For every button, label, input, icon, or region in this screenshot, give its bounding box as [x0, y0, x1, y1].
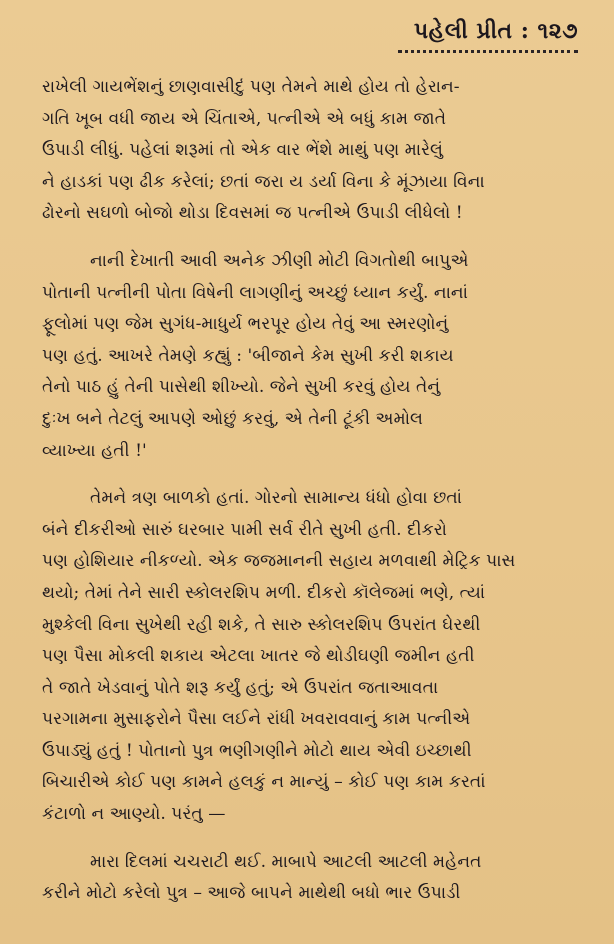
paragraph-gap: [42, 831, 582, 847]
text-line: થયો; તેમાં તેને સારી સ્કોલરશિપ મળી. દીકરો કૉલેજમાં ભણે, ત્યાં: [42, 582, 486, 603]
text-line: પણ હતું. આખરે તેમણે કહ્યું : 'બીજાને કેમ સુખી કરી શકાય: [42, 345, 454, 366]
body-text: [42, 72, 582, 910]
text-line: બંને દીકરીઓ સારું ઘરબાર પામી સર્વ રીતે સુખી હતી. દીકરો: [42, 519, 447, 540]
paragraph-2: [42, 246, 582, 467]
text-line: વ્યાખ્યા હતી !': [42, 440, 147, 461]
text-line: બિચારીએ કોઈ પણ કામને હલકું ન માન્યું – કોઈ પણ કામ કરતાં: [42, 772, 486, 793]
paragraph-gap: [42, 230, 582, 246]
paragraph-3: [42, 483, 582, 831]
text-line: પણ પૈસા મોકલી શકાય એટલા ખાતર જે થોડીઘણી જમીન હતી: [42, 646, 475, 667]
paragraph-4: [42, 847, 582, 910]
text-line: પણ હોશિયાર નીકળ્યો. એક જજમાનની સહાય મળવાથી મેટ્રિક પાસ: [42, 551, 516, 572]
text-line: કંટાળો ન આણ્યો. પરંતુ —: [42, 804, 226, 825]
text-line: કરીને મોટો કરેલો પુત્ર – આજે બાપને માથેથી બધો ભાર ઉપાડી: [42, 883, 461, 904]
text-line: મુશ્કેલી વિના સુખેથી રહી શકે, તે સારુ સ્કોલરશિપ ઉપરાંત ઘેરથી: [42, 614, 481, 635]
text-line: પરગામના મુસાફરોને પૈસા લઈને રાંધી ખવરાવવાનું કામ પત્નીએ: [42, 709, 471, 730]
text-line: ને હાડકાં પણ ઢીક કરેલાં; છતાં જરા ય ડર્યા વિના કે મૂંઝાયા વિના: [42, 171, 485, 192]
page-header: [398, 18, 578, 53]
text-line: તેનો પાઠ હું તેની પાસેથી શીખ્યો. જેને સુખી કરવું હોય તેનું: [42, 377, 441, 398]
header-dotted-rule: [398, 50, 578, 53]
paragraph-1: [42, 72, 582, 230]
text-line: દુઃખ બને તેટલું આપણે ઓછું કરવું, એ તેની ટૂંકી અમોલ: [42, 408, 424, 429]
text-line: ઢોરનો સઘળો બોજો થોડા દિવસમાં જ પત્નીએ ઉપાડી લીધેલો !: [42, 203, 463, 224]
text-line: તેમને ત્રણ બાળકો હતાં. ગોરનો સામાન્ય ધંધો હોવા છતાં: [90, 488, 462, 509]
text-line: ફૂલોમાં પણ જેમ સુગંધ-માધુર્ય ભરપૂર હોય તેવું આ સ્મરણોનું: [42, 314, 449, 335]
text-line: રાખેલી ગાયભેંશનું છાણવાસીદું પણ તેમને માથે હોય તો હેરાન-: [42, 77, 460, 97]
text-line: તે જાતે ખેડવાનું પોતે શરૂ કર્યું હતું; એ ઉપરાંત જતાઆવતા: [42, 677, 439, 698]
text-line: ઉપાડી લીધું. પહેલાં શરૂમાં તો એક વાર ભેંશે માથું પણ મારેલું: [42, 140, 444, 161]
paragraph-gap: [42, 467, 582, 483]
text-line: પોતાની પત્નીની પોતા વિષેની લાગણીનું અચ્છું ધ્યાન કર્યું. નાનાં: [42, 282, 468, 303]
text-line: ગતિ ખૂબ વધી જાય એ ચિંતાએ, પત્નીએ એ બધું કામ જાતે: [42, 108, 447, 129]
text-line: નાની દેખાતી આવી અનેક ઝીણી મોટી વિગતોથી બાપુએ: [90, 250, 469, 271]
text-line: ઉપાડ્યું હતું ! પોતાનો પુત્ર ભણીગણીને મોટો થાય એવી ઇચ્છાથી: [42, 740, 472, 761]
text-line: મારા દિલમાં ચચરાટી થઈ. માબાપે આટલી આટલી મહેનત: [90, 851, 482, 872]
page-title: પહેલી પ્રીત : ૧૨૭: [413, 18, 578, 44]
